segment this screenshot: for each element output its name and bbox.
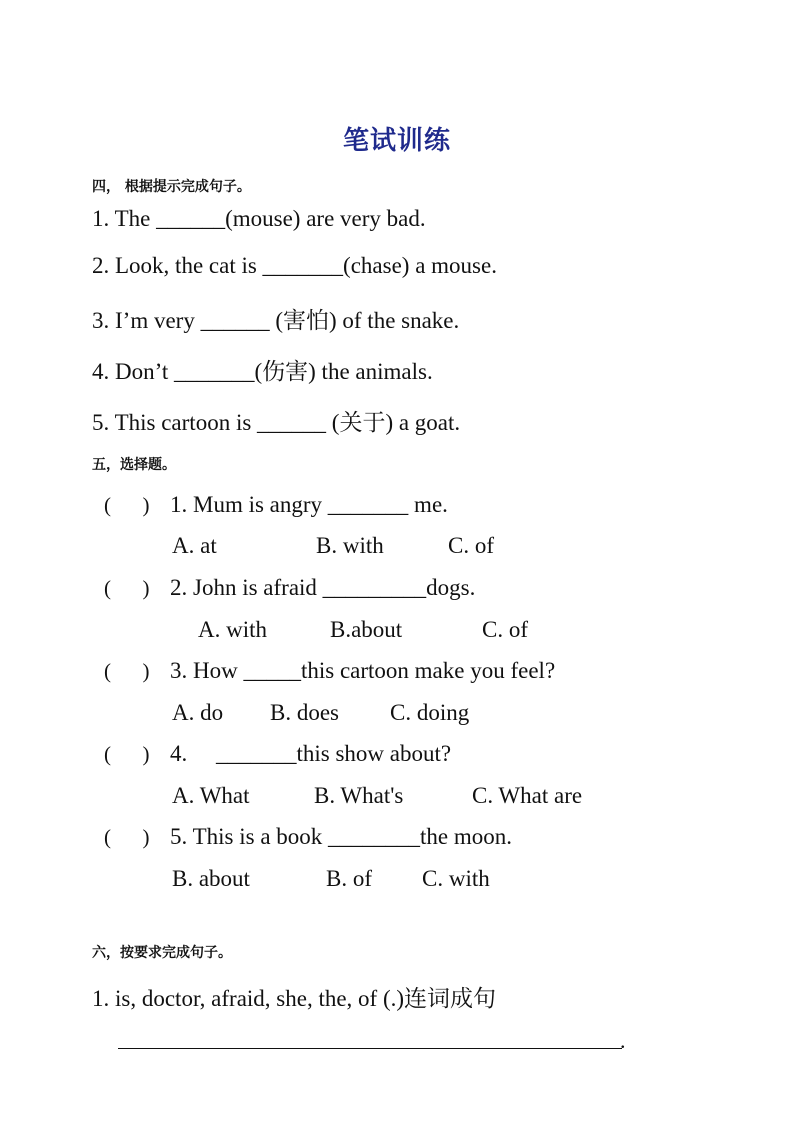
section-5-heading: 五，选择题。	[92, 457, 176, 473]
mc-option: A. at	[172, 533, 217, 558]
mc-option: B. about	[172, 866, 250, 891]
mc-option: A. with	[198, 617, 267, 642]
fill-blank-item-2: 2. Look, the cat is _______(chase) a mouse.	[92, 253, 497, 278]
section-4-heading: 四， 根据提示完成句子。	[92, 179, 251, 195]
mc-question-5: 5. This is a book ________the moon.	[170, 824, 513, 849]
mc-option: B. What's	[314, 783, 404, 808]
answer-line-period: .	[620, 1028, 626, 1053]
mc-option: B. does	[270, 700, 339, 725]
mc-option: A. What	[172, 783, 250, 808]
mc-option: B. with	[316, 533, 384, 558]
answer-paren: ( )	[104, 825, 150, 849]
section-6-heading: 六，按要求完成句子。	[92, 945, 232, 961]
fill-blank-item-1: 1. The ______(mouse) are very bad.	[92, 206, 426, 231]
mc-option: B.about	[330, 617, 403, 642]
mc-question-1: 1. Mum is angry _______ me.	[170, 492, 448, 517]
answer-line[interactable]	[118, 1048, 622, 1049]
answer-paren: ( )	[104, 493, 150, 517]
answer-paren: ( )	[104, 659, 150, 683]
mc-option: A. do	[172, 700, 224, 725]
mc-question-4: 4. _______this show about?	[170, 741, 452, 766]
fill-blank-item-4: 4. Don’t _______(伤害) the animals.	[92, 359, 433, 384]
fill-blank-item-5: 5. This cartoon is ______ (关于) a goat.	[92, 410, 461, 435]
answer-paren: ( )	[104, 742, 150, 766]
sentence-order-item-1: 1. is, doctor, afraid, she, the, of (.)连词成句	[92, 986, 497, 1011]
mc-option: C. with	[422, 866, 490, 891]
page-title: 笔试训练	[342, 126, 451, 156]
mc-option: C. of	[448, 533, 494, 558]
answer-paren: ( )	[104, 576, 150, 600]
mc-option: C. What are	[472, 783, 583, 808]
fill-blank-item-3: 3. I’m very ______ (害怕) of the snake.	[92, 308, 460, 333]
mc-option: B. of	[326, 866, 372, 891]
mc-option: C. of	[482, 617, 528, 642]
mc-question-2: 2. John is afraid _________dogs.	[170, 575, 476, 600]
mc-option: C. doing	[390, 700, 470, 725]
mc-question-3: 3. How _____this cartoon make you feel?	[170, 658, 556, 683]
